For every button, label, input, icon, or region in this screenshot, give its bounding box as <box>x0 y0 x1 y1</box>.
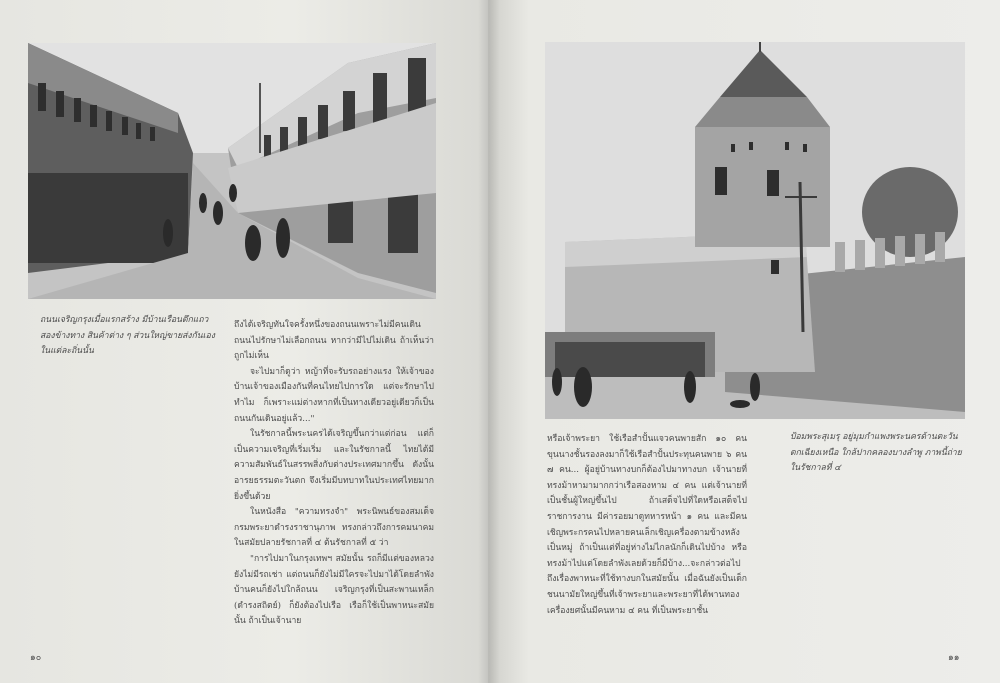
left-photo-caption: ถนนเจริญกรุงเมื่อแรกสร้าง มีบ้านเรือนตึกแถวสองข้างทาง สินค้าต่าง ๆ ส่วนใหญ่ขายส่งกันเองในแต่ละถิ่นนั้น <box>40 315 215 357</box>
fort-photo <box>545 42 965 419</box>
left-paragraph-5: "การไปมาในกรุงเทพฯ สมัยนั้น รถก็มีแต่ของหลวงยังไม่มีรถเช่า แต่ถนนก็ยังไม่มีใครจะไปมาได้โดยลำพัง บ้านคนก็ยังไปใกล้ถนน เจริญกรุงที่เป็นสะพานเหล็ก (ดำรงสถิตย์) ก็ยังต้องไปเรือ เรือก็ใช้เป็นพาหนะสมัยนั้น ถ้าเป็นเจ้านาย <box>234 553 434 627</box>
right-paragraph-1: หรือเจ้าพระยา ใช้เรือสำปั้นแจวคนพายสัก ๑๐ คน ขุนนางชั้นรองลงมาก็ใช้เรือสำปั้นประทุนคนพาย ๖ คน ๗ คน... ผู้อยู่บ้านทางบกก็ต้องไปมาทางบก เจ้านายที่ทรงม้าหามามากกว่าเรือสองหาม ๔ คน แต่เจ้านายที่เป็นชั้นผู้ใหญ่ขึ้นไป ถ้าเสด็จไปที่ใดหรือเสด็จไปราชการงาน มีค่ารอยมาดูทหารหน้า ๑ คน และมีคนเชิญพระกรคนไปหลายคนเล็กเชิญเครื่องตามข้างหลังเป็นหมู่ ถ้าเป็นแต่ที่อยู่ห่างไม่ไกลนักก็เดินไปบ้าง หรือทรงม้าไปแต่โดยลำพังเลยด้วยก็มีบ้าง...จะกล่าวต่อไปถึงเรื่องพาหนะที่ใช้ทางบกในสมัยนั้น เมื่อฉันยังเป็นเด็กชนนามัยใหญ่ขึ้นที่เจ้าพระยาและพระยาที่ได้พานทอง เครื่องยศนั้นมีคนหาม ๔ คน ที่เป็นพระยาชั้น <box>547 434 747 616</box>
right-page-number: ๑๑ <box>948 653 960 663</box>
street-photo <box>28 43 436 299</box>
right-body-text <box>547 432 747 619</box>
left-paragraph-4: ในหนังสือ "ความทรงจำ" พระนิพนธ์ของสมเด็จกรมพระยาดำรงราชานุภาพ ทรงกล่าวถึงการคมนาคมในสมัยปลายรัชกาลที่ ๔ ต้นรัชกาลที่ ๕ ว่า <box>234 507 434 549</box>
book-gutter <box>478 0 500 683</box>
left-paragraph-3: ในรัชกาลนี้พระนครได้เจริญขึ้นกว่าแต่ก่อน แต่ก็เป็นความเจริญที่เริ่มเริ่ม และในรัชกาลนี้ ไทยได้มีความสัมพันธ์ในสรรพสิ่งกับต่างประเทศมากขึ้น ดังนั้นอารยธรรมตะวันตก จึงเริ่มมีบทบาทในประเทศไทยมากยิ่งขึ้นด้วย <box>234 429 434 502</box>
left-paragraph-1: ถึงได้เจริญทันใจครั้งหนึ่งของถนนเพราะไม่มีคนเดินถนนไปรักษาไม่เลือกถนน หากว่ามีไปไม่เดิน ถ้าเห็นว่าถูกไม่เห็น <box>234 320 434 362</box>
left-page-number: ๑๐ <box>30 653 42 663</box>
right-photo-caption: ป้อมพระสุเมรุ อยู่มุมกำแพงพระนครด้านตะวันตกเฉียงเหนือ ใกล้ปากคลองบางลำพู ภาพนี้ถ่ายในรัชกาลที่ ๔ <box>790 432 962 474</box>
left-body-text <box>234 318 434 630</box>
left-paragraph-2: จะไปมาก็ดูว่า หญ้าที่จะรับรถอย่างแรง ให้เจ้าของบ้านเจ้าของเมืองกันที่คนไทยไปการใด แต่จะรักษาไป ทำไม ก็เพราะแม่ต่างหากที่เป็นทางเดียวอยู่เดียวก็เป็นถนนกันเดินอยู่แล้ว..." <box>234 366 434 424</box>
